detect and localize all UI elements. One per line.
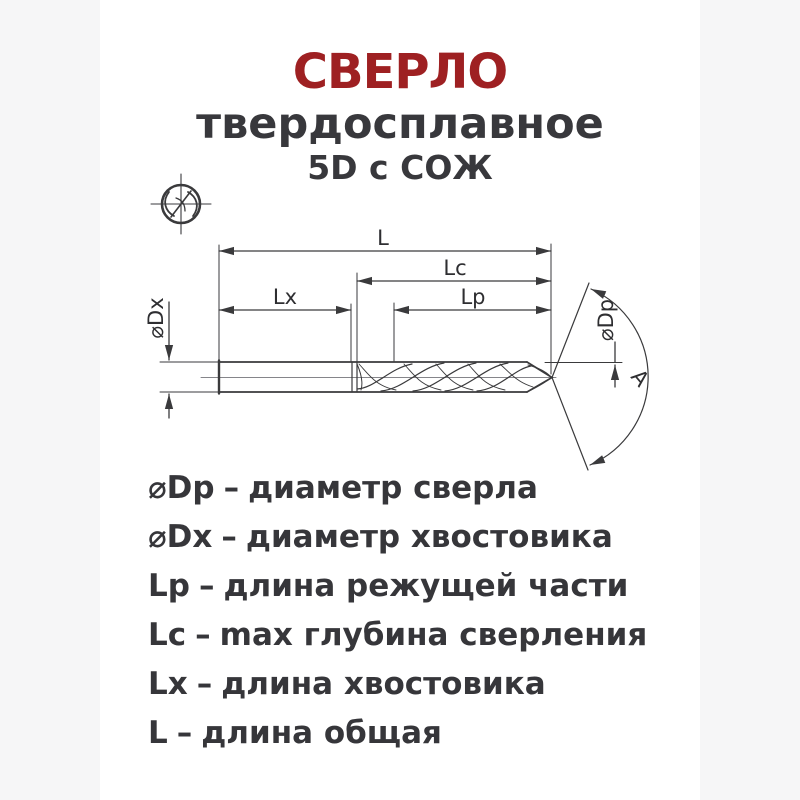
dim-label-dp: ⌀Dp	[594, 298, 618, 342]
legend-item-l	[148, 715, 647, 751]
legend-term: Lp	[148, 568, 190, 604]
legend-item-lp	[148, 568, 647, 604]
dimension-lp	[394, 285, 551, 310]
legend-item-lc	[148, 617, 648, 653]
dimension-lx	[219, 285, 351, 310]
legend-description: диаметр хвостовика	[245, 519, 613, 555]
legend-item-dx	[148, 519, 647, 555]
subtitle: твердосплавное	[196, 99, 604, 149]
dim-label-lx: Lx	[272, 285, 298, 309]
legend-description: длина общая	[201, 715, 442, 751]
dimension-l	[219, 226, 551, 251]
legend-term: Lx	[148, 666, 188, 702]
legend-term: L	[148, 715, 168, 751]
legend-separator: –	[196, 666, 213, 702]
drill-flutes	[357, 363, 550, 391]
legend-item-lx	[148, 666, 647, 702]
legend-description: диаметр сверла	[248, 470, 538, 506]
legend-item-dp	[148, 470, 647, 506]
legend-description: длина режущей части	[223, 568, 629, 604]
dimension-dx	[144, 297, 169, 418]
dim-label-lc: Lc	[443, 256, 467, 280]
legend-separator: –	[221, 519, 237, 555]
legend-description: max глубина сверления	[219, 617, 648, 653]
page-title: СВЕРЛО	[292, 44, 508, 100]
extension-lines	[160, 244, 622, 392]
dim-label-a: A	[626, 364, 654, 392]
dimension-lc	[357, 256, 551, 281]
header	[100, 46, 700, 186]
legend-separator: –	[195, 617, 211, 653]
legend-description: длина хвостовика	[221, 666, 546, 702]
drill-body	[219, 361, 552, 394]
legend-term: ⌀Dx	[148, 519, 213, 555]
legend-term: ⌀Dp	[148, 470, 215, 506]
legend	[148, 470, 648, 751]
dimension-dp	[594, 299, 618, 387]
legend-separator: –	[198, 568, 215, 604]
dim-label-l: L	[377, 226, 389, 250]
variant-label: 5D с СОЖ	[307, 148, 493, 187]
product-card	[100, 0, 700, 800]
dim-label-dx: ⌀Dx	[144, 297, 168, 339]
dim-label-lp: Lp	[460, 285, 486, 309]
legend-term: Lc	[148, 617, 187, 653]
legend-separator: –	[223, 470, 240, 506]
legend-separator: –	[176, 715, 193, 751]
point-angle	[552, 283, 654, 470]
